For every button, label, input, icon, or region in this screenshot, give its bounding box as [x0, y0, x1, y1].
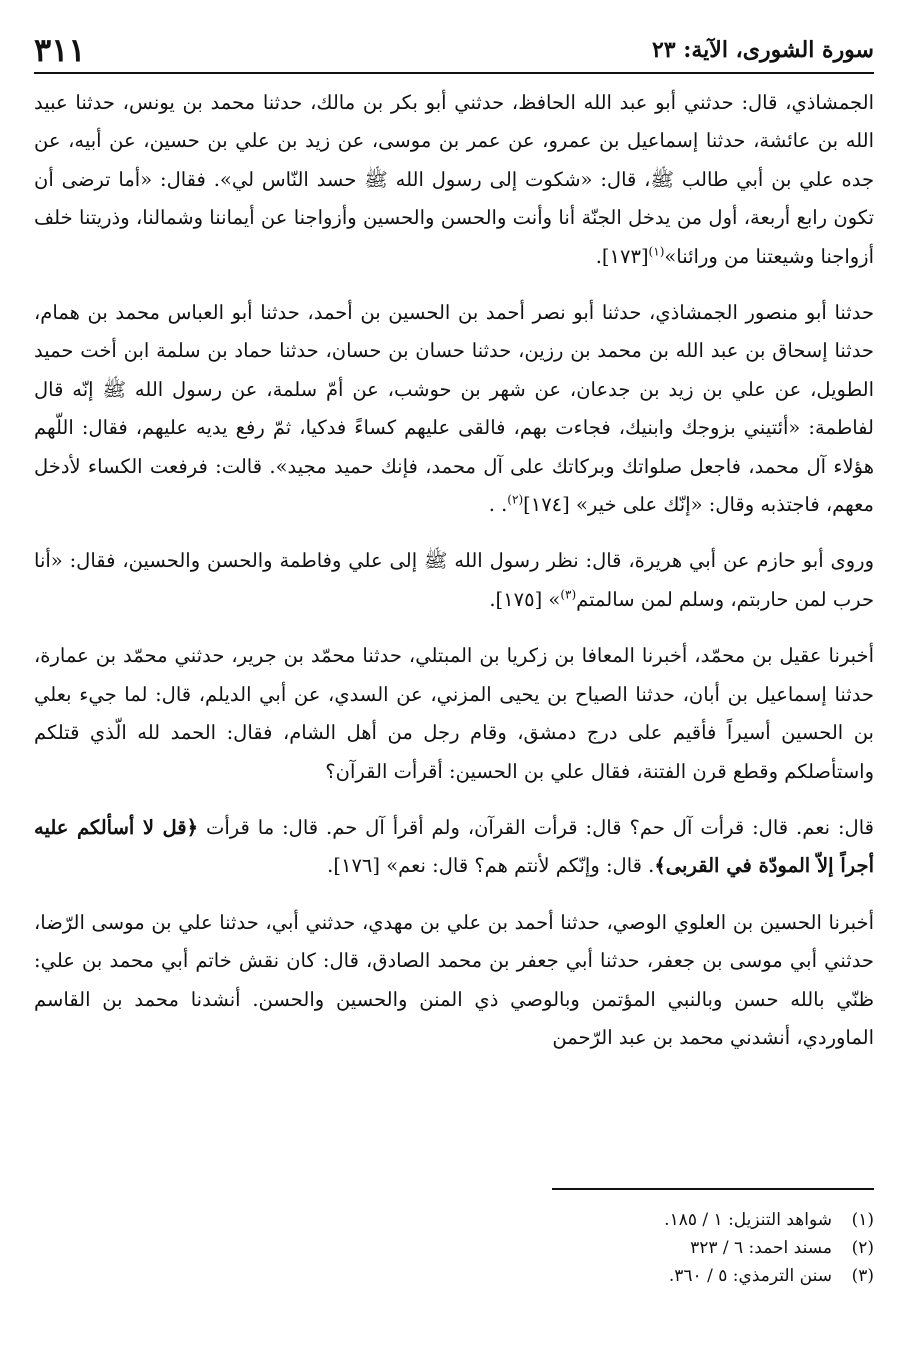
footnote [300, 1262, 874, 1290]
footnote-text: سنن الترمذي: ٥ / ٣٦٠. [668, 1266, 832, 1286]
footnote-text: مسند احمد: ٦ / ٣٢٣ [690, 1238, 832, 1258]
page-body [34, 84, 874, 1075]
reference-number: » [١٧٥]. [489, 587, 561, 611]
paragraph [34, 904, 874, 1058]
footnote-number: (٢) [851, 1238, 874, 1258]
paragraph [34, 809, 874, 886]
paragraph [34, 637, 874, 791]
footnote-divider [552, 1188, 874, 1190]
paragraph-text: حدثنا أبو منصور الجمشاذي، حدثنا أبو نصر أحمد بن الحسين بن أحمد، حدثنا أبو العباس محمد بن همام، حدثنا إسحاق بن عبد الله بن محمد بن رزين، حدثنا حسان بن حسان، حدثنا حماد بن سلمة ابن أخت حميد الطويل، عن علي بن زيد بن جدعان، عن شهر بن حوشب، عن أمّ سلمة، عن رسول الله ﷺ إنّه قال لفاطمة: «أئتيني بزوجك وابنيك، فجاءت بهم، فالقى عليهم كساءً فدكيا، ثمّ رفع يديه عليهم، فقال: اللّهم هؤلاء آل محمد، فاجعل صلواتك وبركاتك على آل محمد، فإنك حميد مجيد». قالت: فرفعت الكساء لأدخل معهم، فاجتذبه وقال: «إنّك على خير» [١٧٤] [34, 301, 874, 517]
paragraph-text: . قال: وإنّكم لأنتم هم؟ قال: نعم» [١٧٦]. [327, 854, 655, 878]
paragraph [34, 84, 874, 276]
page-number: ٣١١ [34, 31, 86, 69]
reference-number: . . [488, 493, 508, 517]
footnote-number: (٣) [851, 1266, 874, 1286]
footnotes [300, 1206, 874, 1290]
running-title: سورة الشورى، الآية: ٢٣ [651, 37, 874, 63]
paragraph-text: وروى أبو حازم عن أبي هريرة، قال: نظر رسول الله ﷺ إلى علي وفاطمة والحسن والحسين، فقال: «أنا حرب لمن حاربتم، وسلم لمن سالمتم [34, 549, 874, 611]
paragraph-text: أخبرنا الحسين بن العلوي الوصي، حدثنا أحمد بن علي بن مهدي، حدثني أبي، حدثنا علي بن موسى الرّضا، حدثني أبي موسى بن جعفر، حدثنا أبي جعفر بن محمد الصادق، قال: كان نقش خاتم أبي محمد بن علي: ظنّي بالله حسن وبالنبي المؤتمن وبالوصي ذي المنن والحسين والحسن. أنشدنا محمد بن القاسم الماوردي، أنشدني محمد بن عبد الرّحمن [34, 910, 874, 1049]
reference-number: [١٧٣]. [595, 244, 649, 268]
footnote-text: شواهد التنزيل: ١ / ١٨٥. [664, 1210, 832, 1230]
footnote-number: (١) [851, 1210, 874, 1230]
paragraph-text: الجمشاذي، قال: حدثني أبو عبد الله الحافظ، حدثني أبو بكر بن مالك، حدثنا محمد بن يونس، حدثنا عبيد الله بن عائشة، حدثنا إسماعيل بن عمرو، عن عمر بن موسى، عن زيد بن علي بن حسين، عن أبيه، عن جده علي بن أبي طالب ﷺ، قال: «شكوت إلى رسول الله ﷺ حسد النّاس لي». فقال: «أما ترضى أن تكون رابع أربعة، أول من يدخل الجنّة أنا وأنت والحسن والحسين وأزواجنا عن أيماننا وشمالنا، وذريتنا خلف أزواجنا وشيعتنا من ورائنا» [34, 91, 874, 268]
paragraph [34, 294, 874, 524]
quran-verse: ﴿قل لا أسألكم عليه أجراً إلاّ المودّة في القربى﴾ [34, 815, 874, 878]
footnote-marker: (٢) [507, 492, 524, 507]
footnote-marker: (٣) [560, 587, 577, 602]
paragraph-text: قال: نعم. قال: قرأت آل حم؟ قال: قرأت القرآن، ولم أقرأ آل حم. قال: ما قرأت [205, 815, 874, 839]
footnote [300, 1206, 874, 1234]
footnote-marker: (١) [648, 244, 665, 259]
paragraph [34, 542, 874, 619]
footnote [300, 1234, 874, 1262]
page-header [34, 28, 874, 74]
paragraph-text: أخبرنا عقيل بن محمّد، أخبرنا المعافا بن زكريا بن المبتلي، حدثنا محمّد بن جرير، حدثني محمّد بن عمارة، حدثنا إسماعيل بن أبان، حدثنا الصياح بن يحيى المزني، عن السدي، عن أبي الديلم، قال: لما جيء بعلي بن الحسين أسيراً فأقيم على درج دمشق، وقام رجل من أهل الشام، فقال: الحمد لله الّذي قتلكم واستأصلكم وقطع قرن الفتنة، فقال علي بن الحسين: أقرأت القرآن؟ [34, 644, 874, 783]
